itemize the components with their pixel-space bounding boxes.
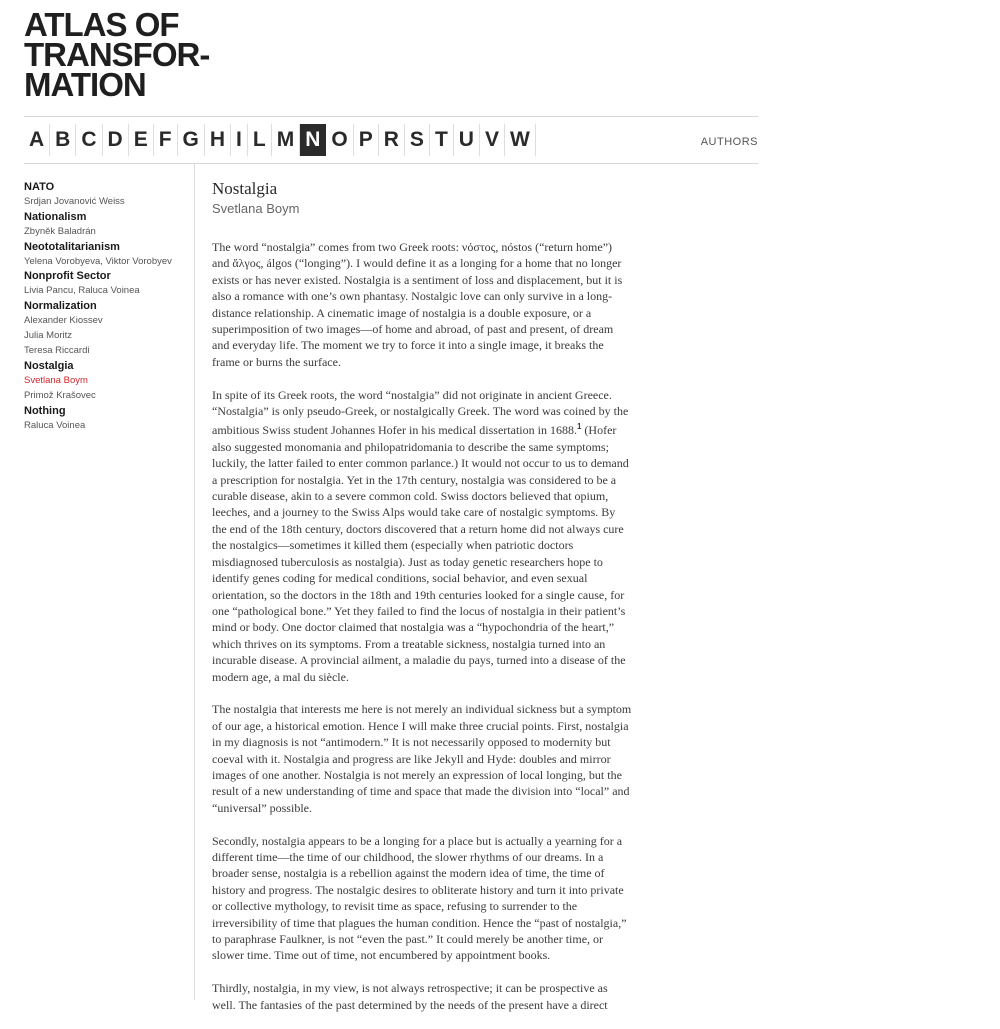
authors-link[interactable]: AUTHORS [700, 136, 758, 148]
alphabet-nav [24, 124, 536, 156]
letter-a[interactable]: A [24, 124, 50, 156]
article [212, 178, 632, 1029]
logo-line: MATION [24, 66, 146, 103]
footnote-ref[interactable]: 1 [576, 422, 582, 432]
paragraph-text: (Hofer also suggested monomania and philopatridomania to describe the same symptoms; luckily, the latter failed to enter common parlance.) It would not occur to us to demand a prescription for nostalgia. Yet in the 17th century, nostalgia was considered to be a curable disease, akin to a severe common cold. Swiss doctors believed that opium, leeches, and a journey to the Swiss Alps would take care of nostalgic symptoms. By the end of the 18th century, doctors discovered that a return home did not always cure the nostalgics—sometimes it killed them (especially when patriotic doctors misdiagnosed tuberculosis as nostalgia). Just as today genetic researchers hope to identify genes coding for medical conditions, social behavior, and even sexual orientation, so the doctors in the 18th and 19th centuries looked for a single cause, for one “pathological bone.” Yet they failed to find the locus of nostalgia in their patient’s mind or body. One doctor claimed that nostalgia was a “hypochondria of the heart,” which thrives on its symptoms. From a treatable sickness, nostalgia turned into an incurable disease. A provincial ailment, a maladie du pays, turned into a disease of the modern age, a mal du siècle. [212, 423, 629, 684]
entry-term[interactable]: NATO [24, 181, 55, 193]
article-author[interactable]: Svetlana Boym [212, 201, 300, 216]
letter-i[interactable]: I [231, 124, 248, 156]
entry-author[interactable]: Svetlana Boym [24, 374, 88, 386]
entry-author[interactable]: Raluca Voinea [24, 419, 86, 431]
entry-author[interactable]: Zbyněk Baladrán [24, 225, 96, 237]
entry-author[interactable]: Teresa Riccardi [24, 344, 90, 356]
entry-term[interactable]: Nonprofit Sector [24, 270, 111, 283]
entry-author[interactable]: Julia Moritz [24, 330, 73, 342]
entry-term[interactable]: Nationalism [24, 210, 87, 223]
sidebar-index [24, 180, 190, 433]
letter-h[interactable]: H [205, 124, 231, 156]
paragraph: The nostalgia that interests me here is not merely an individual sickness but a symptom of our age, a historical emotion. Hence I will make three crucial points. First, nostalgia in my diagnosis is not “antimodern.” It is not necessarily opposed to modernity but coeval with it. Nostalgia and progress are like Jekyll and Hyde: doubles and mirror images of one another. Nostalgia is not merely an expression of local longing, but the result of a new understanding of time and space that made the division into “local” and “universal” possible. [212, 702, 632, 815]
logo-line: ATLAS OF [24, 6, 179, 43]
entry-author[interactable]: Yelena Vorobyeva, Viktor Vorobyev [24, 255, 172, 267]
letter-l[interactable]: L [248, 124, 272, 156]
article-body [212, 239, 632, 1013]
letter-s[interactable]: S [405, 124, 430, 156]
paragraph-text: In spite of its Greek roots, the word “nostalgia” did not originate in ancient Greece. “Nostalgia” is only pseudo-Greek, or nostalgically Greek. The word was coined by the ambitious Swiss student Johannes Hofer in his medical dissertation in 1688. [212, 387, 629, 438]
paragraph [212, 387, 632, 685]
letter-n[interactable]: N [300, 124, 326, 156]
site-logo[interactable] [24, 6, 210, 103]
entry-author[interactable]: Srdjan Jovanović Weiss [24, 195, 125, 207]
letter-p[interactable]: P [354, 124, 379, 156]
letter-w[interactable]: W [505, 124, 536, 156]
letter-d[interactable]: D [103, 124, 129, 156]
logo-line: TRANSFOR- [24, 36, 210, 73]
entry-term[interactable]: Nothing [24, 404, 66, 417]
paragraph: The word “nostalgia” comes from two Greek roots: νόστος, nóstos (“return home”) and ἄλγος, álgos (“longing”). I would define it as a longing for a home that no longer exists or has never existed. Nostalgia is a sentiment of loss and displacement, but it is also a romance with one’s own phantasy. Nostalgic love can only survive in a long-distance relationship. A cinematic image of nostalgia is a double exposure, or a superimposition of two images—of home and abroad, of past and present, of dream and everyday life. The moment we try to force it into a single image, it breaks the frame or burns the surface. [212, 240, 623, 369]
sidebar-divider [194, 164, 195, 1000]
letter-e[interactable]: E [129, 124, 154, 156]
letter-v[interactable]: V [480, 124, 505, 156]
paragraph: Secondly, nostalgia appears to be a longing for a place but is actually a yearning for a different time—the time of our childhood, the slower rhythms of our dreams. In a broader sense, nostalgia is a rebellion against the modern idea of time, the time of history and progress. The nostalgic desires to obliterate history and turn it into private or collective mythology, to revisit time as space, refusing to surrender to the irreversibility of time that plagues the human condition. Hence the “past of nostalgia,” to paraphrase Faulkner, is not “even the past.” It could merely be another time, or slower time. Time out of time, not encumbered by appointment books. [212, 833, 627, 963]
entry-term[interactable]: Normalization [24, 300, 97, 313]
letter-f[interactable]: F [154, 124, 178, 156]
letter-u[interactable]: U [454, 124, 480, 156]
nav-divider [24, 163, 758, 164]
letter-b[interactable]: B [50, 124, 76, 156]
letter-c[interactable]: C [76, 124, 102, 156]
article-title: Nostalgia [212, 179, 278, 198]
letter-r[interactable]: R [379, 124, 405, 156]
letter-m[interactable]: M [272, 124, 301, 156]
entry-author[interactable]: Alexander Kiossev [24, 315, 103, 327]
entry-term[interactable]: Nostalgia [24, 359, 74, 372]
top-divider [24, 116, 758, 117]
letter-o[interactable]: O [326, 124, 353, 156]
letter-t[interactable]: T [430, 124, 454, 156]
entry-author[interactable]: Primož Krašovec [24, 389, 96, 401]
paragraph: Thirdly, nostalgia, in my view, is not always retrospective; it can be prospective as well. The fantasies of the past determined by the needs of the present have a direct [212, 981, 608, 1012]
entry-author[interactable]: Livia Pancu, Raluca Voinea [24, 285, 140, 297]
letter-g[interactable]: G [178, 124, 205, 156]
entry-term[interactable]: Neototalitarianism [24, 240, 120, 253]
